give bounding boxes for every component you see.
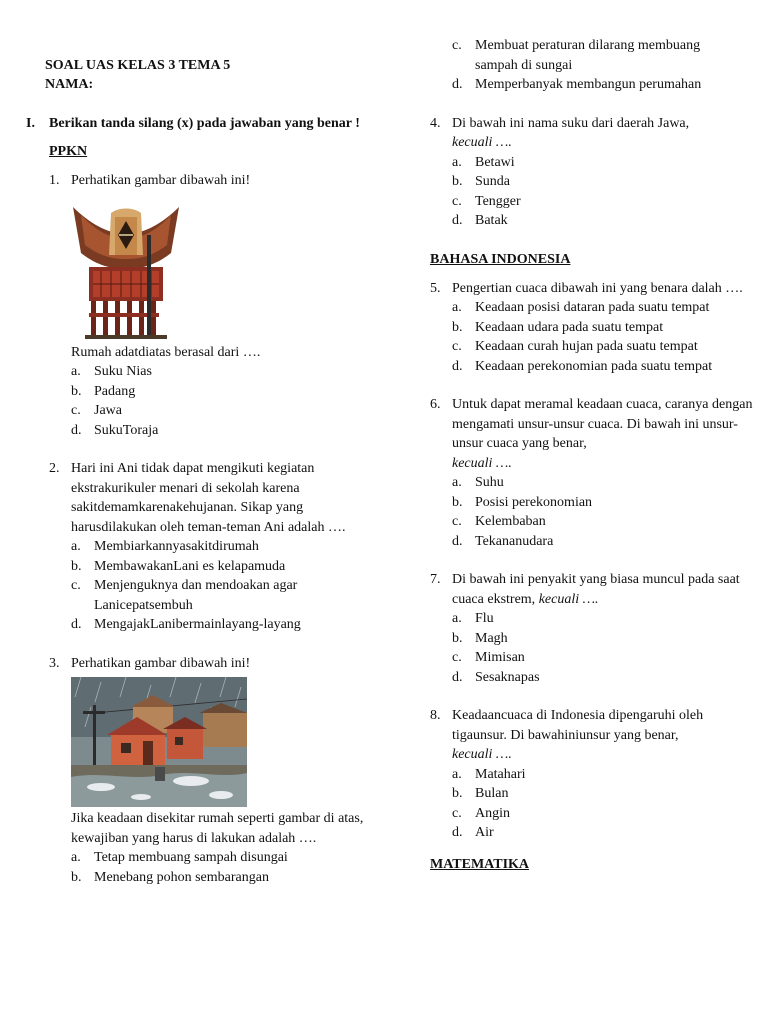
question-text: Perhatikan gambar dibawah ini!	[71, 173, 251, 188]
option-b[interactable]	[452, 318, 755, 338]
question-text: Di bawah ini penyakit yang biasa muncul pada saat cuaca ekstrem,	[452, 572, 740, 607]
option-letter: b.	[452, 319, 463, 335]
option-c[interactable]	[452, 648, 755, 668]
option-b[interactable]	[452, 784, 755, 804]
option-text: Suku Nias	[94, 364, 152, 379]
option-letter: a.	[71, 539, 81, 554]
option-d[interactable]	[71, 615, 371, 635]
question-6	[430, 395, 755, 473]
question-number: 6.	[430, 397, 441, 412]
question-2	[49, 459, 371, 537]
option-text: Padang	[94, 383, 136, 399]
option-letter: a.	[452, 154, 462, 170]
option-text: Mimisan	[475, 650, 525, 665]
option-text: Menjenguknya dan mendoakan agar Lanicepatsembuh	[94, 578, 298, 613]
option-c[interactable]	[452, 337, 755, 357]
option-letter: a.	[452, 766, 462, 782]
option-letter: c.	[452, 650, 462, 665]
question-number: 7.	[430, 572, 441, 587]
option-text: Sunda	[475, 174, 510, 189]
option-c[interactable]	[452, 804, 755, 824]
option-b[interactable]	[71, 868, 371, 888]
option-text: SukuToraja	[94, 422, 159, 438]
question-number: 1.	[49, 173, 60, 188]
option-letter: c.	[452, 38, 462, 53]
question-5	[430, 279, 755, 299]
option-a[interactable]	[71, 848, 371, 868]
section-matematika: MATEMATIKA	[430, 856, 530, 872]
option-text: Memperbanyak membangun perumahan	[475, 77, 702, 92]
question-number: 2.	[49, 461, 60, 476]
option-letter: a.	[71, 364, 81, 379]
option-letter: d.	[452, 669, 463, 685]
option-b[interactable]	[452, 493, 755, 513]
option-letter: b.	[452, 494, 463, 510]
option-c[interactable]	[452, 512, 755, 532]
option-text: Batak	[475, 213, 508, 228]
option-d[interactable]	[452, 668, 755, 688]
question-1-options	[71, 362, 371, 440]
question-5-options	[452, 298, 755, 376]
option-text: Jawa	[94, 403, 122, 418]
question-number: 5.	[430, 280, 441, 296]
option-text: MembawakanLani es kelapamuda	[94, 558, 286, 574]
option-text: Membuat peraturan dilarang membuang sampah di sungai	[475, 38, 701, 73]
question-3-options-left	[71, 848, 371, 887]
option-text: Keadaan curah hujan pada suatu tempat	[475, 339, 698, 354]
option-text: Tengger	[475, 193, 521, 209]
toraja-house-image	[71, 195, 181, 341]
option-letter: d.	[71, 422, 82, 438]
option-letter: c.	[452, 805, 462, 821]
option-a[interactable]	[71, 362, 371, 382]
option-letter: d.	[452, 213, 463, 228]
option-text: Sesaknapas	[475, 669, 540, 685]
option-letter: b.	[452, 174, 463, 189]
option-a[interactable]	[452, 609, 755, 629]
option-text: Tetap membuang sampah disungai	[94, 850, 288, 865]
question-4	[430, 114, 755, 153]
option-b[interactable]	[452, 172, 755, 192]
option-letter: d.	[452, 533, 463, 549]
option-text: Keadaan perekonomian pada suatu tempat	[475, 358, 713, 374]
option-d[interactable]	[452, 211, 755, 231]
option-letter: c.	[71, 403, 81, 418]
option-a[interactable]	[452, 473, 755, 493]
option-a[interactable]	[452, 153, 755, 173]
question-text: Pengertian cuaca dibawah ini yang benara dalah ….	[452, 280, 743, 296]
option-c[interactable]	[71, 576, 371, 615]
option-letter: c.	[71, 578, 81, 593]
question-1-followup	[49, 343, 371, 363]
question-text: Hari ini Ani tidak dapat mengikuti kegiatan ekstrakurikuler menari di sekolah karena sakitdemamkarenakehujanan. Sikap yang harusdilakukan oleh teman-teman Ani adalah ….	[71, 461, 346, 535]
left-column	[26, 56, 371, 887]
section-bahasa-indonesia: BAHASA INDONESIA	[430, 251, 571, 267]
option-d[interactable]	[452, 532, 755, 552]
option-text: Angin	[475, 805, 510, 821]
option-text: Membiarkannyasakitdirumah	[94, 539, 259, 554]
instruction	[26, 114, 371, 133]
option-text: MengajakLanibermainlayang-layang	[94, 617, 301, 632]
question-8	[430, 706, 755, 765]
option-letter: a.	[452, 475, 462, 490]
kecuali-text: kecuali ….	[452, 135, 512, 150]
option-letter: b.	[71, 558, 82, 574]
option-text: Flu	[475, 611, 494, 626]
right-column	[430, 36, 755, 874]
option-letter: b.	[452, 786, 463, 801]
option-letter: b.	[452, 630, 463, 646]
question-text: Keadaancuaca di Indonesia dipengaruhi oleh tigaunsur. Di bawahiniunsur yang benar,	[452, 708, 704, 743]
kecuali-text: kecuali ….	[452, 455, 512, 471]
option-letter: d.	[452, 77, 463, 92]
option-text: Kelembaban	[475, 514, 546, 529]
option-d[interactable]	[452, 75, 755, 95]
question-text: Untuk dapat meramal keadaan cuaca, caranya dengan mengamati unsur-unsur cuaca. Di bawah ini unsur-unsur cuaca yang benar,	[452, 397, 753, 451]
question-6-options	[452, 473, 755, 551]
option-a[interactable]	[71, 537, 371, 557]
option-letter: a.	[452, 611, 462, 626]
question-text: Perhatikan gambar dibawah ini!	[71, 655, 251, 671]
option-text: Keadaan posisi dataran pada suatu tempat	[475, 300, 710, 315]
option-b[interactable]	[71, 557, 371, 577]
option-letter: c.	[452, 514, 462, 529]
question-7-options	[452, 609, 755, 687]
question-3	[49, 654, 371, 674]
question-8-options	[452, 765, 755, 843]
option-text: Matahari	[475, 766, 526, 782]
kecuali-text: kecuali ….	[538, 591, 599, 607]
question-number: 8.	[430, 708, 441, 723]
option-text: Air	[475, 825, 494, 840]
question-4-options	[452, 153, 755, 231]
option-text: Magh	[475, 630, 508, 646]
question-followup-text: Jika keadaan disekitar rumah seperti gambar di atas, kewajiban yang harus di lakukan adalah ….	[71, 811, 364, 846]
option-text: Keadaan udara pada suatu tempat	[475, 319, 664, 335]
question-7	[430, 570, 755, 609]
question-text: Di bawah ini nama suku dari daerah Jawa,	[452, 115, 690, 131]
option-letter: c.	[452, 193, 462, 209]
option-d[interactable]	[71, 421, 371, 441]
option-c[interactable]	[71, 401, 371, 421]
option-c[interactable]	[452, 36, 755, 75]
flood-scene-image	[71, 677, 247, 807]
option-text: Suhu	[475, 475, 504, 490]
question-2-options	[71, 537, 371, 635]
option-d[interactable]	[452, 823, 755, 843]
question-3-followup	[49, 809, 371, 848]
option-c[interactable]	[452, 192, 755, 212]
option-b[interactable]	[452, 629, 755, 649]
option-letter: b.	[71, 869, 82, 885]
option-text: Betawi	[475, 154, 515, 170]
option-d[interactable]	[452, 357, 755, 377]
option-letter: a.	[71, 850, 81, 865]
name-label: NAMA:	[45, 77, 94, 92]
option-letter: c.	[452, 339, 462, 354]
option-text: Bulan	[475, 786, 509, 801]
question-number: 3.	[49, 655, 60, 671]
option-text: Tekananudara	[475, 533, 554, 549]
option-text: Menebang pohon sembarangan	[94, 869, 269, 885]
section-ppkn: PPKN	[49, 144, 88, 159]
option-letter: d.	[452, 825, 463, 840]
instruction-text: Berikan tanda silang (x) pada jawaban yang benar !	[49, 116, 360, 131]
option-letter: a.	[452, 300, 462, 315]
option-letter: b.	[71, 383, 82, 399]
question-followup-text: Rumah adatdiatas berasal dari ….	[71, 344, 261, 360]
question-3-options-right	[452, 36, 755, 95]
option-b[interactable]	[71, 382, 371, 402]
instruction-number: I.	[26, 116, 35, 131]
option-a[interactable]	[452, 765, 755, 785]
option-letter: d.	[452, 358, 463, 374]
question-1	[49, 171, 371, 191]
kecuali-text: kecuali ….	[452, 747, 512, 762]
option-text: Posisi perekonomian	[475, 494, 593, 510]
exam-title: SOAL UAS KELAS 3 TEMA 5	[45, 58, 231, 73]
question-number: 4.	[430, 115, 441, 131]
option-a[interactable]	[452, 298, 755, 318]
option-letter: d.	[71, 617, 82, 632]
